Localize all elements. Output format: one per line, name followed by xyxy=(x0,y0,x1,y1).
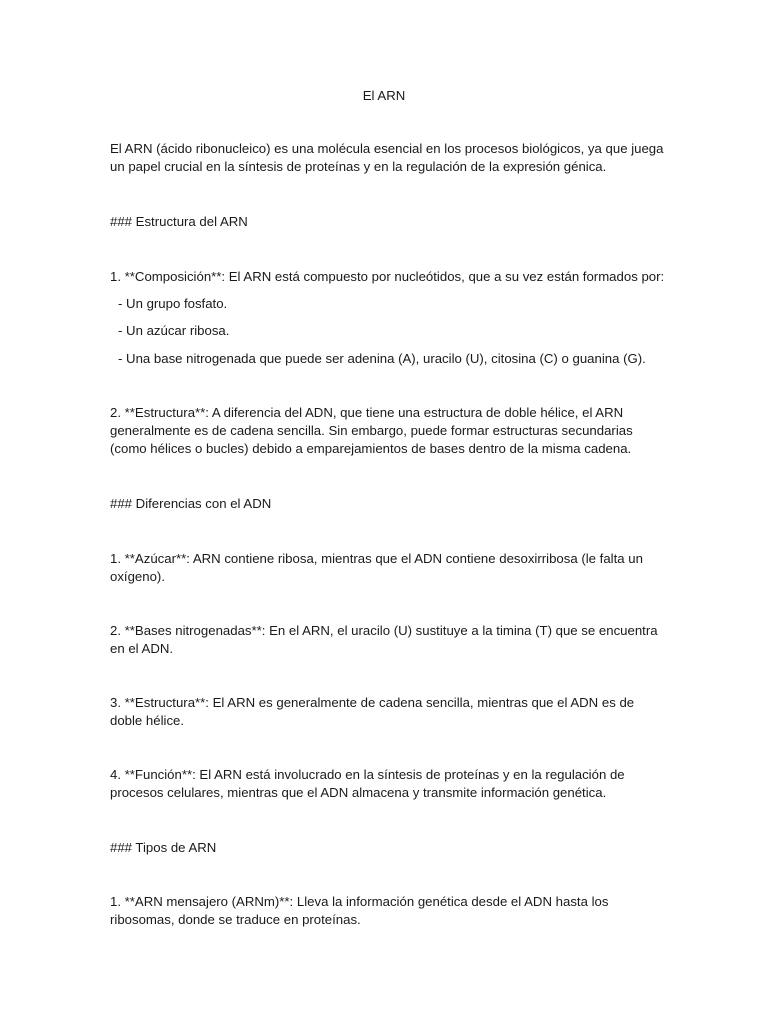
section-heading-tipos: ### Tipos de ARN xyxy=(110,840,217,855)
diff-azucar-line-1: 1. **Azúcar**: ARN contiene ribosa, mientras que el ADN contiene desoxirribosa (le falta un xyxy=(110,551,643,566)
list-item-estructura-line-1: 2. **Estructura**: A diferencia del ADN, que tiene una estructura de doble hélice, el ARN xyxy=(110,405,624,420)
type-arnm-line-1: 1. **ARN mensajero (ARNm)**: Lleva la información genética desde el ADN hasta los xyxy=(110,894,609,909)
diff-funcion-line-2: procesos celulares, mientras que el ADN almacena y transmite información genética. xyxy=(110,785,607,800)
section-heading-estructura: ### Estructura del ARN xyxy=(110,214,248,229)
sub-item-fosfato: - Un grupo fosfato. xyxy=(118,296,228,311)
diff-funcion-line-1: 4. **Función**: El ARN está involucrado en la síntesis de proteínas y en la regulación de xyxy=(110,767,625,782)
intro-line-2: un papel crucial en la síntesis de proteínas y en la regulación de la expresión génica. xyxy=(110,159,607,174)
sub-item-ribosa: - Un azúcar ribosa. xyxy=(118,323,230,338)
diff-estructura-line-1: 3. **Estructura**: El ARN es generalmente de cadena sencilla, mientras que el ADN es de xyxy=(110,695,635,710)
type-arnm-line-2: ribosomas, donde se traduce en proteínas. xyxy=(110,912,361,927)
document-title: El ARN xyxy=(362,88,406,103)
list-item-estructura-line-3: (como hélices o bucles) debido a emparejamientos de bases dentro de la misma cadena. xyxy=(110,441,632,456)
diff-estructura-line-2: doble hélice. xyxy=(110,713,185,728)
section-heading-diferencias: ### Diferencias con el ADN xyxy=(110,496,272,511)
sub-item-base: - Una base nitrogenada que puede ser adenina (A), uracilo (U), citosina (C) o guanina (G). xyxy=(118,351,646,366)
diff-azucar-line-2: oxígeno). xyxy=(110,569,165,584)
diff-bases-line-1: 2. **Bases nitrogenadas**: En el ARN, el uracilo (U) sustituye a la timina (T) que se encuentra xyxy=(110,623,658,638)
diff-bases-line-2: en el ADN. xyxy=(110,641,174,656)
intro-line-1: El ARN (ácido ribonucleico) es una molécula esencial en los procesos biológicos, ya que juega xyxy=(110,141,664,156)
list-item-composicion: 1. **Composición**: El ARN está compuesto por nucleótidos, que a su vez están formados por: xyxy=(110,269,665,284)
list-item-estructura-line-2: generalmente es de cadena sencilla. Sin embargo, puede formar estructuras secundarias xyxy=(110,423,633,438)
